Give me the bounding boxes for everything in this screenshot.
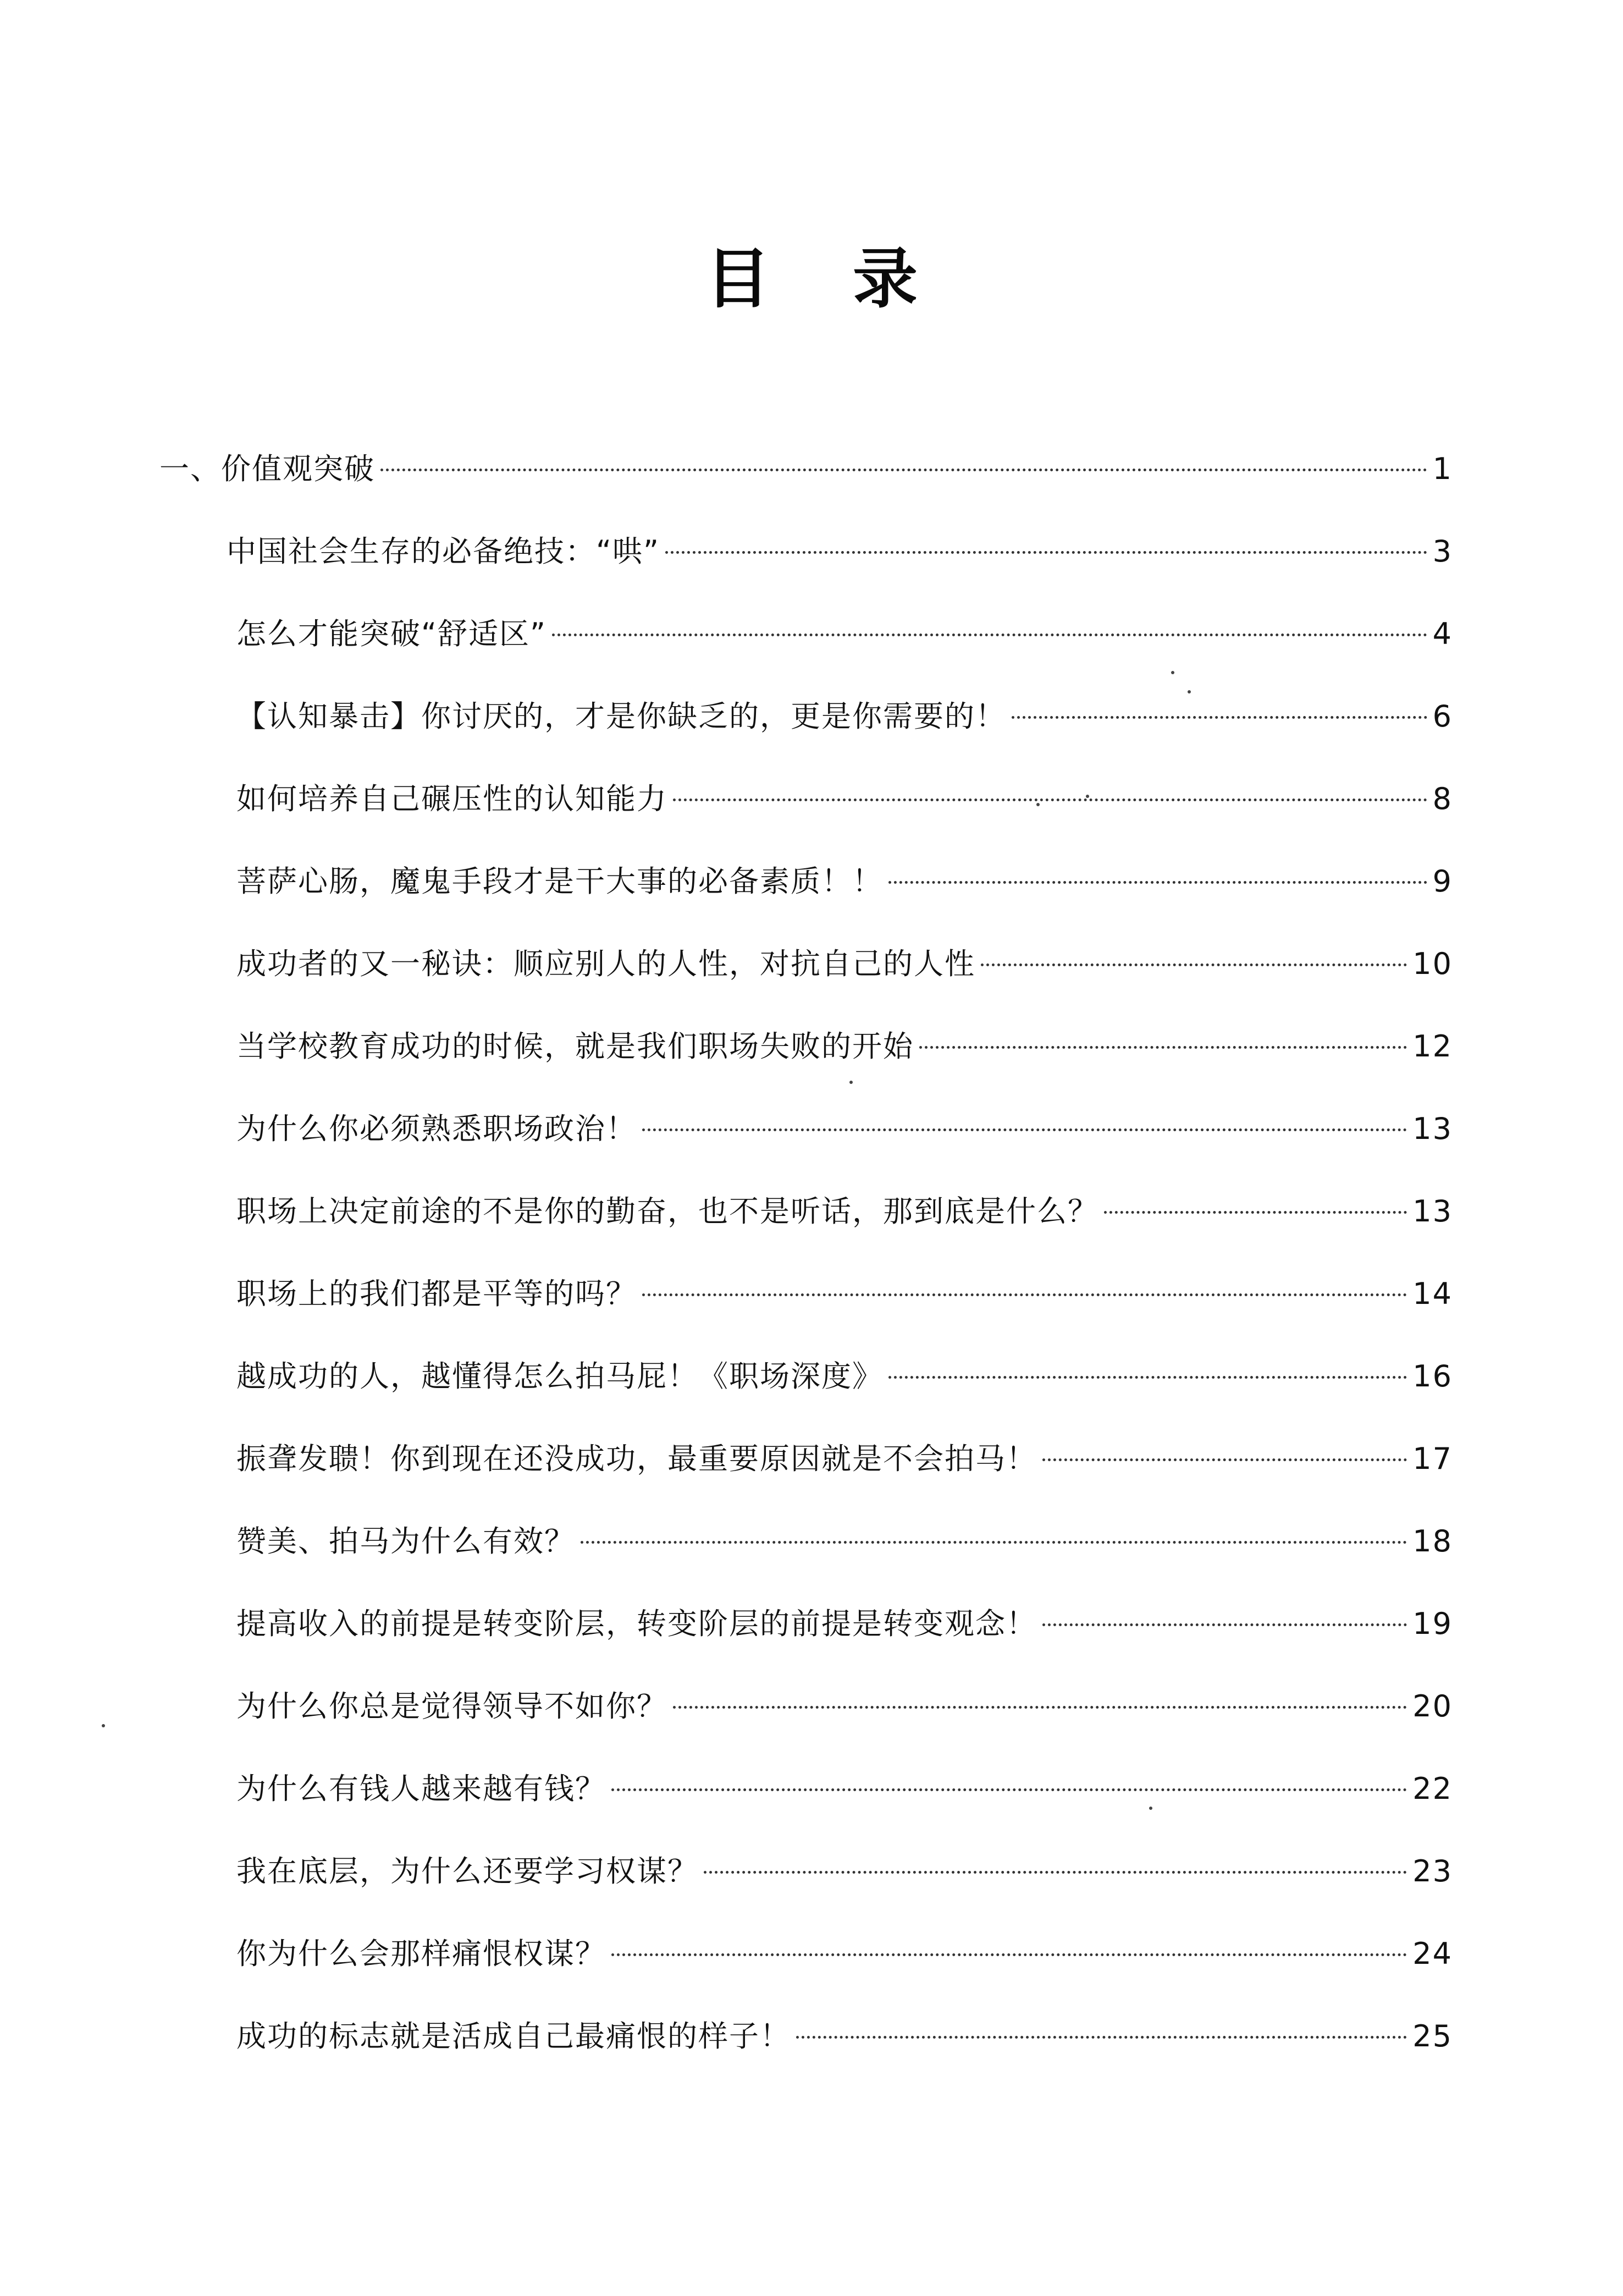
- toc-entry-title: 越成功的人，越懂得怎么拍马屁！《职场深度》: [236, 1359, 883, 1394]
- toc-entry-title: 提高收入的前提是转变阶层，转变阶层的前提是转变观念！: [236, 1606, 1037, 1641]
- toc-entry-title: 成功的标志就是活成自己最痛恨的样子！: [236, 2019, 791, 2053]
- dot-leader: [665, 551, 1427, 554]
- dot-leader: [704, 1871, 1407, 1874]
- toc-page-number: 24: [1412, 1936, 1453, 1971]
- dot-leader: [673, 1706, 1407, 1709]
- toc-entry-title: 成功者的又一秘诀：顺应别人的人性，对抗自己的人性: [236, 946, 975, 981]
- dot-leader: [1104, 1211, 1407, 1214]
- scan-speck: [1188, 690, 1191, 693]
- toc-entry[interactable]: [0, 1269, 1623, 1352]
- toc-entry-title: 为什么你总是觉得领导不如你？: [236, 1689, 667, 1724]
- toc-entry[interactable]: [0, 1352, 1623, 1434]
- toc-page-number: 18: [1412, 1524, 1453, 1559]
- dot-leader: [1042, 1623, 1407, 1626]
- table-of-contents: [0, 444, 1623, 2094]
- toc-page-number: 12: [1412, 1029, 1453, 1064]
- toc-entry-title: 赞美、拍马为什么有效？: [236, 1524, 575, 1559]
- dot-leader: [642, 1128, 1407, 1131]
- toc-page-number: 9: [1432, 864, 1453, 899]
- toc-entry-title: 怎么才能突破“舒适区”: [236, 616, 546, 651]
- dot-leader: [673, 799, 1427, 801]
- toc-entry[interactable]: [0, 1022, 1623, 1104]
- toc-entry[interactable]: [0, 1434, 1623, 1517]
- toc-page-number: 13: [1412, 1111, 1453, 1146]
- toc-page-number: 16: [1412, 1359, 1453, 1394]
- toc-entry[interactable]: [0, 1929, 1623, 2012]
- toc-entry-title: 菩萨心肠，魔鬼手段才是干大事的必备素质！！: [236, 864, 883, 899]
- toc-entry[interactable]: [0, 609, 1623, 692]
- toc-entry[interactable]: [0, 692, 1623, 774]
- dot-leader: [1012, 716, 1427, 719]
- toc-entry-title: 振聋发聩！你到现在还没成功，最重要原因就是不会拍马！: [236, 1441, 1037, 1476]
- toc-page-number: 25: [1412, 2019, 1453, 2053]
- dot-leader: [611, 1953, 1407, 1956]
- toc-entry-title: 为什么有钱人越来越有钱？: [236, 1771, 606, 1806]
- dot-leader: [380, 469, 1427, 471]
- toc-page-number: 4: [1432, 616, 1453, 651]
- toc-page-number: 6: [1432, 699, 1453, 734]
- scan-speck: [102, 1724, 105, 1727]
- scan-speck: [849, 1081, 853, 1084]
- toc-entry[interactable]: [0, 857, 1623, 939]
- toc-entry[interactable]: [0, 1847, 1623, 1929]
- toc-page-number: 8: [1432, 781, 1453, 816]
- toc-page-number: 13: [1412, 1194, 1453, 1229]
- toc-entry[interactable]: [0, 444, 1623, 527]
- toc-page-number: 17: [1412, 1441, 1453, 1476]
- toc-entry-title: 如何培养自己碾压性的认知能力: [236, 781, 667, 816]
- toc-entry[interactable]: [0, 1682, 1623, 1764]
- toc-entry[interactable]: [0, 1104, 1623, 1187]
- toc-page-number: 19: [1412, 1606, 1453, 1641]
- toc-entry-title: 你为什么会那样痛恨权谋？: [236, 1936, 606, 1971]
- toc-entry-title: 为什么你必须熟悉职场政治！: [236, 1111, 637, 1146]
- toc-entry-title: 【认知暴击】你讨厌的，才是你缺乏的，更是你需要的！: [236, 699, 1006, 734]
- dot-leader: [981, 963, 1407, 966]
- toc-entry[interactable]: [0, 2012, 1623, 2094]
- toc-page-number: 1: [1432, 452, 1453, 486]
- toc-page-number: 10: [1412, 946, 1453, 981]
- dot-leader: [888, 1376, 1407, 1379]
- toc-entry-title: 职场上的我们都是平等的吗？: [236, 1276, 637, 1311]
- dot-leader: [888, 881, 1427, 884]
- dot-leader: [611, 1788, 1407, 1791]
- dot-leader: [581, 1541, 1407, 1544]
- toc-entry-title: 一、价值观突破: [159, 452, 375, 486]
- toc-entry[interactable]: [0, 1764, 1623, 1847]
- dot-leader: [642, 1293, 1407, 1296]
- toc-entry-title: 中国社会生存的必备绝技：“哄”: [227, 534, 660, 569]
- scan-speck: [1149, 1807, 1152, 1810]
- toc-page-number: 22: [1412, 1771, 1453, 1806]
- toc-page-number: 20: [1412, 1689, 1453, 1724]
- toc-page-number: 14: [1412, 1276, 1453, 1311]
- dot-leader: [796, 2036, 1407, 2039]
- toc-entry-title: 我在底层，为什么还要学习权谋？: [236, 1854, 698, 1888]
- toc-page-number: 3: [1432, 534, 1453, 569]
- toc-entry[interactable]: [0, 1599, 1623, 1682]
- toc-entry-title: 职场上决定前途的不是你的勤奋，也不是听话，那到底是什么？: [236, 1194, 1098, 1229]
- toc-entry[interactable]: [0, 939, 1623, 1022]
- page-title: 目录: [705, 241, 1000, 317]
- toc-entry[interactable]: [0, 1187, 1623, 1269]
- dot-leader: [552, 634, 1427, 636]
- toc-entry[interactable]: [0, 1517, 1623, 1599]
- toc-entry[interactable]: [0, 774, 1623, 857]
- scan-speck: [1171, 671, 1174, 674]
- toc-page-number: 23: [1412, 1854, 1453, 1888]
- toc-entry[interactable]: [0, 527, 1623, 609]
- dot-leader: [919, 1046, 1407, 1049]
- scan-speck: [1086, 795, 1089, 798]
- toc-entry-title: 当学校教育成功的时候，就是我们职场失败的开始: [236, 1029, 914, 1064]
- scan-speck: [1036, 803, 1040, 806]
- dot-leader: [1042, 1458, 1407, 1461]
